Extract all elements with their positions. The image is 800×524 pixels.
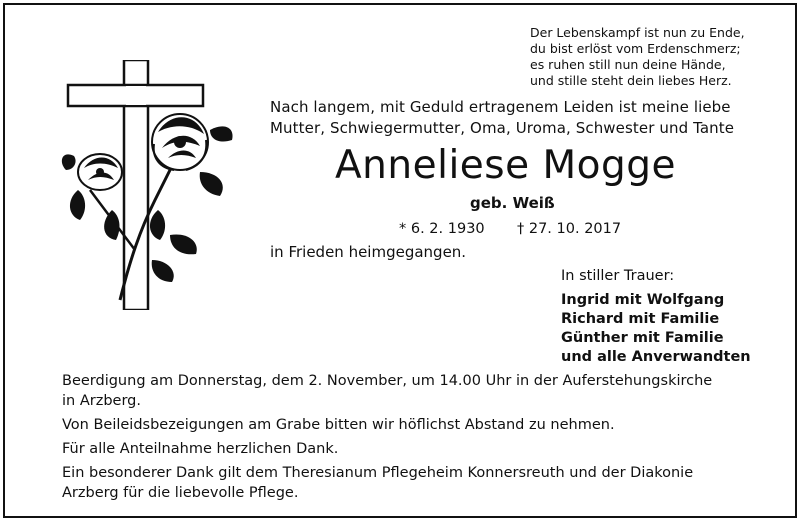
intro-text [270,97,734,139]
mourning-label: In stiller Trauer: [561,268,675,284]
deceased-name: Anneliese Mogge [335,143,676,188]
funeral-info-line: Beerdigung am Donnerstag, dem 2. November, um 14.00 Uhr in der Auferstehungskirche [62,373,713,389]
mourner: Günther mit Familie [561,330,724,346]
cross-with-roses-icon [60,60,240,310]
mourner: Richard mit Familie [561,311,720,327]
death-date: † 27. 10. 2017 [517,221,622,237]
special-thanks-line: Ein besonderer Dank gilt dem Theresianum Pflegeheim Konnersreuth und der Diakonie [62,465,694,481]
funeral-info-line: in Arzberg. [62,393,141,409]
birth-date: * 6. 2. 1930 [399,221,485,237]
poem [530,25,745,89]
condolence-note: Von Beileidsbezeigungen am Grabe bitten wir höflichst Abstand zu nehmen. [62,417,615,433]
poem-line: es ruhen still nun deine Hände, [530,57,726,72]
intro-line: Nach langem, mit Geduld ertragenem Leiden ist meine liebe [270,98,731,116]
special-thanks-line: Arzberg für die liebevolle Pflege. [62,485,299,501]
mourner: und alle Anverwandten [561,349,751,365]
poem-line: du bist erlöst vom Erdenschmerz; [530,41,741,56]
mourners-list [561,291,751,367]
intro-line: Mutter, Schwiegermutter, Oma, Uroma, Schwester und Tante [270,119,735,137]
poem-line: und stille steht dein liebes Herz. [530,73,732,88]
obituary-notice [3,3,797,518]
footer-text [62,371,712,507]
passed-text: in Frieden heimgegangen. [270,243,467,261]
thanks-note: Für alle Anteilnahme herzlichen Dank. [62,441,339,457]
mourner: Ingrid mit Wolfgang [561,292,725,308]
poem-line: Der Lebenskampf ist nun zu Ende, [530,25,745,40]
maiden-name: geb. Weiß [470,194,555,212]
